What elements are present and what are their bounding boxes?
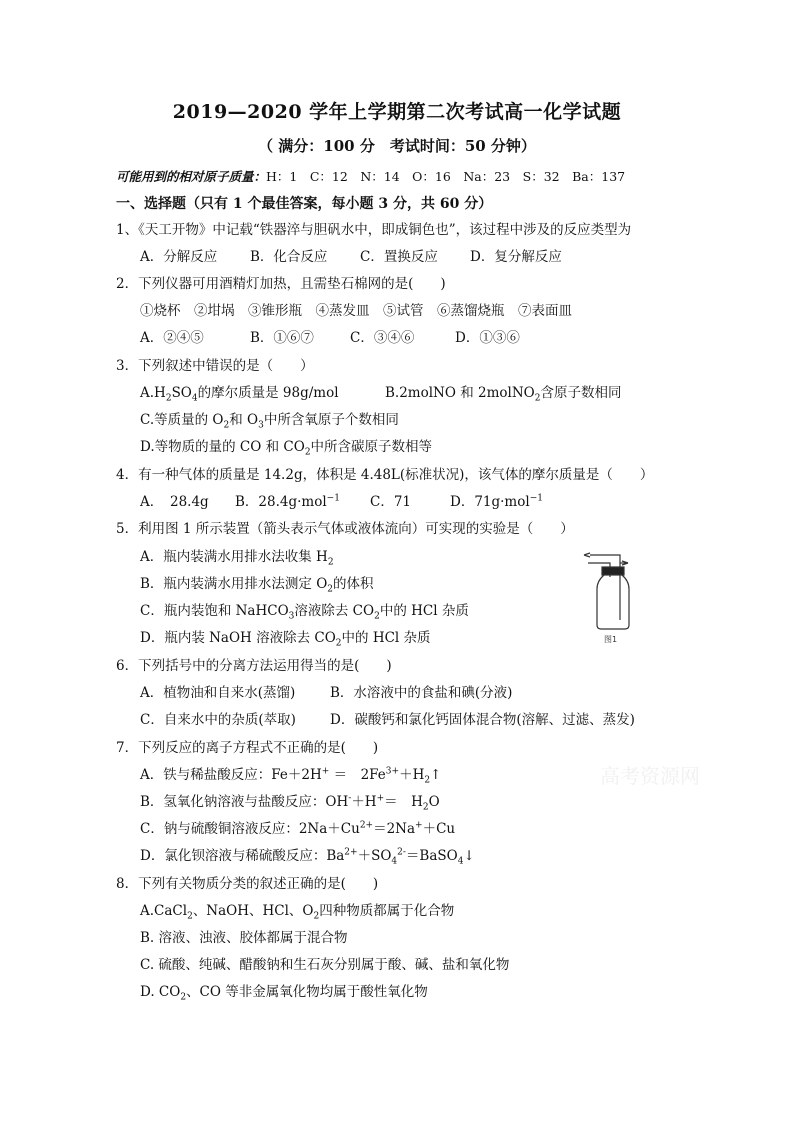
option-d: D．碳酸钙和氯化钙固体混合物(溶解、过滤、蒸发) [330, 712, 635, 728]
atomic-masses-label: 可能用到的相对原子质量： [116, 169, 267, 184]
option-d: D．71g·mol$^{-1}$ [450, 493, 543, 510]
option-b: B．瓶内装满水用排水法测定 $O_2$的体积 [140, 576, 374, 595]
question-4-stem: 4．有一种气体的质量是 14.2g，体积是 4.48L(标准状况)，该气体的摩尔质量是（ ） [116, 467, 654, 483]
option-b: B. 溶液、浊液、胶体都属于混合物 [140, 930, 348, 946]
question-5-stem: 5．利用图 1 所示装置（箭头表示气体或液体流向）可实现的实验是（ ） [116, 521, 574, 537]
option-d: D．复分解反应 [470, 249, 562, 265]
question-6-options-cd [140, 711, 635, 729]
option-a: A．瓶内装满水用排水法收集 $H_2$ [140, 549, 334, 568]
option-b: B．氢氧化钠溶液与盐酸反应：OH-＋H+＝ $H_2O$ [140, 793, 440, 813]
option-b: B.2molNO 和 2molNO$_2$含原子数相同 [385, 385, 622, 404]
option-a: A．②④⑤ [140, 330, 204, 346]
question-2-items: ①烧杯 ②坩埚 ③锥形瓶 ④蒸发皿 ⑤试管 ⑥蒸馏烧瓶 ⑦表面皿 [140, 303, 572, 319]
question-1-options [140, 248, 562, 266]
question-3-options-ab [140, 384, 621, 402]
question-6-options-ab [140, 684, 512, 702]
option-b: B．水溶液中的食盐和碘(分液) [330, 685, 513, 701]
atomic-masses-values: H：1 C：12 N：14 O：16 Na：23 S：32 Ba：137 [266, 169, 626, 184]
question-2-stem: 2．下列仪器可用酒精灯加热，且需垫石棉网的是( ) [116, 276, 446, 292]
option-d: D．瓶内装 NaOH 溶液除去 $CO_2$中的 HCl 杂质 [140, 630, 431, 649]
option-c: C．瓶内装饱和 NaHCO$_3$溶液除去 $CO_2$中的 HCl 杂质 [140, 603, 469, 622]
option-d: D．氯化钡溶液与稀硫酸反应：$Ba^{2+}+SO_4^{2-}=BaSO_4↓$ [140, 847, 475, 867]
option-d: D.等物质的量的 CO 和 $CO_2$中所含碳原子数相等 [140, 439, 433, 458]
option-d: D. $CO_2$、CO 等非金属氧化物均属于酸性氧化物 [140, 984, 428, 1003]
figure-label: 图1 [604, 635, 618, 644]
question-8-stem: 8．下列有关物质分类的叙述正确的是( ) [116, 876, 379, 892]
option-c: C．置换反应 [360, 249, 438, 265]
option-c: C.等质量的 $O_2$和 $O_3$中所含氧原子个数相同 [140, 412, 399, 431]
section-heading: 一、选择题（只有 1 个最佳答案，每小题 3 分，共 60 分） [116, 196, 493, 212]
option-a: $A.H_2SO_4$的摩尔质量是 98g/mol [140, 385, 339, 404]
exam-subtitle: （ 满分：100 分 考试时间：50 分钟） [258, 137, 536, 155]
option-b: B．①⑥⑦ [250, 330, 314, 346]
stopper [602, 567, 624, 575]
question-6-stem: 6．下列括号中的分离方法运用得当的是( ) [116, 658, 392, 674]
option-a: A．分解反应 [140, 249, 218, 265]
option-d: D．①③⑥ [455, 330, 520, 346]
watermark: 高考资源网 [600, 764, 700, 788]
exam-title: 2019—2020 学年上学期第二次考试高一化学试题 [172, 101, 622, 123]
option-a: A．植物油和自来水(蒸馏) [140, 685, 296, 701]
atomic-masses [116, 167, 625, 185]
option-b: B．化合反应 [250, 249, 328, 265]
option-c: C．71 [370, 494, 412, 510]
option-c: C．自来水中的杂质(萃取) [140, 712, 296, 728]
option-a: A． 28.4g [140, 494, 209, 510]
question-1-stem: 1、《天工开物》中记载“铁器淬与胆矾水中，即成铜色也”，该过程中涉及的反应类型为 [116, 222, 632, 238]
option-a: A.CaCl$_2$、NaOH、HCl、$O_2$四种物质都属于化合物 [140, 903, 455, 922]
bottle [597, 575, 629, 629]
option-c: C. 硫酸、纯碱、醋酸钠和生石灰分别属于酸、碱、盐和氧化物 [140, 957, 510, 973]
question-4-options [140, 493, 543, 511]
option-b: B．28.4g·mol$^{-1}$ [235, 493, 340, 510]
question-3-stem: 3．下列叙述中错误的是（ ） [116, 358, 314, 374]
question-2-options [140, 329, 520, 347]
option-c: C．钠与硫酸铜溶液反应：$2Na+Cu^{2+}=2Na^++Cu$ [140, 820, 456, 837]
question-7-stem: 7．下列反应的离子方程式不正确的是( ) [116, 740, 379, 756]
gas-bottle-figure [580, 545, 640, 645]
option-a: A．铁与稀盐酸反应：Fe＋2H+ ＝ $2Fe^{3+}+H_2↑$ [140, 766, 442, 786]
option-c: C．③④⑥ [350, 330, 415, 346]
flow-arrow-in [584, 553, 590, 557]
